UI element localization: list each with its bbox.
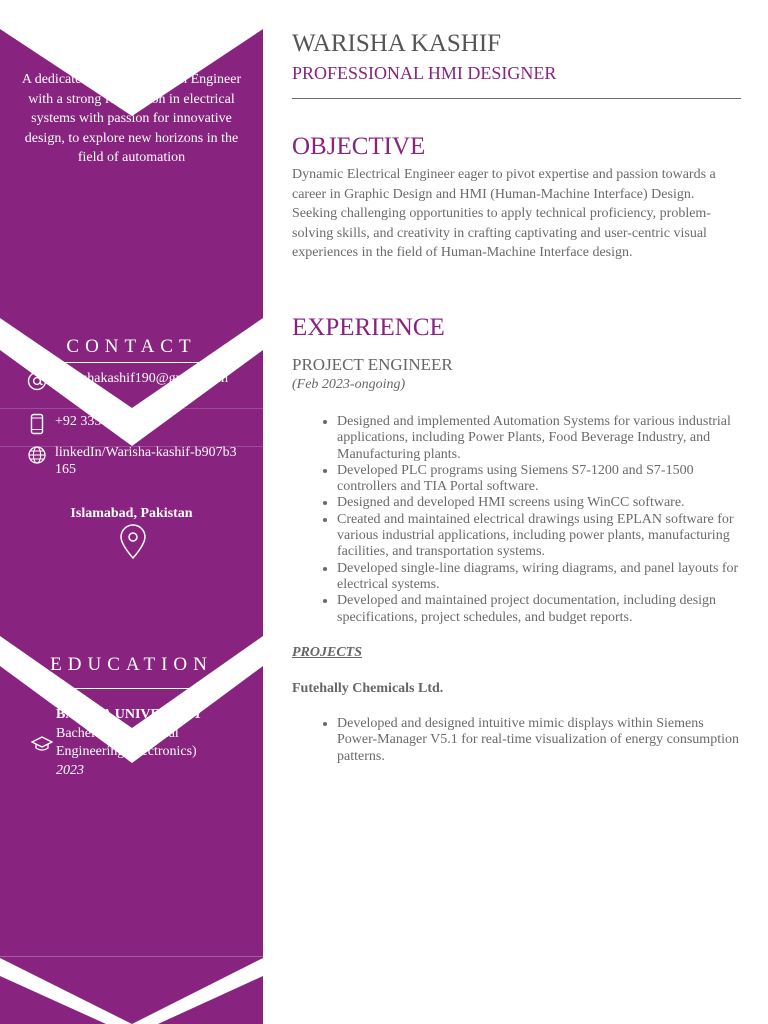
divider (0, 408, 263, 409)
project-bullets (292, 716, 741, 765)
experience-bullets (292, 414, 741, 626)
objective-heading: OBJECTIVE (292, 133, 426, 160)
education-heading: EDUCATION (50, 654, 213, 675)
list-item: • Developed and maintained project documentation, including design specifications, project schedules, and budget reports. (337, 593, 741, 626)
divider (0, 956, 263, 957)
location-pin-icon (118, 524, 148, 560)
list-item: • Developed PLC programs using Siemens S7-1200 and S7-1500 controllers and TIA Portal software. (337, 463, 741, 496)
header-divider (292, 98, 741, 99)
about-text: A dedicated and result-driven Engineer with a strong foundation in electrical systems with passion for innovative design, to explore new horizons in the field of automation (21, 72, 242, 165)
candidate-title: PROFESSIONAL HMI DESIGNER (292, 63, 557, 83)
project-company: Futehally Chemicals Ltd. (292, 681, 444, 696)
at-icon (26, 370, 48, 392)
objective-text: Dynamic Electrical Engineer eager to pivot expertise and passion towards a career in Graphic Design and HMI (Human-Machine Interface) Design. Seeking challenging opportunities to apply technical proficiency, problem-solving skills, and creativity in crafting captivating and user-centric visual experiences in the field of Human-Machine Interface design. (292, 167, 716, 260)
contact-linkedin[interactable] (26, 444, 241, 478)
job-title: PROJECT ENGINEER (292, 355, 453, 374)
list-item: • Designed and implemented Automation Systems for various industrial applications, including Power Plants, Food Beverage Industry, and Manufacturing plants. (337, 414, 741, 463)
degree-name: Bachelor of Electrical Engineering(Electronics) (56, 725, 197, 759)
location-text: Islamabad, Pakistan (70, 506, 193, 521)
education-heading-underline (62, 688, 202, 689)
list-item: • Created and maintained electrical drawings using EPLAN software for various industrial applications, including power plants, manufacturing facilities, and transportation systems. (337, 512, 741, 561)
contact-email[interactable] (26, 370, 241, 392)
education-entry (30, 706, 250, 780)
bottom-chevron-decoration (0, 958, 263, 1024)
sidebar (0, 28, 263, 1024)
job-dates: (Feb 2023-ongoing) (292, 377, 406, 392)
globe-icon (26, 444, 48, 466)
list-item: • Developed single-line diagrams, wiring diagrams, and panel layouts for electrical systems. (337, 561, 741, 594)
email-text: Warishakashif190@gmail.com (55, 371, 229, 386)
list-item: • Designed and developed HMI screens using WinCC software. (337, 495, 741, 511)
phone-text: +92 335 5870593 (55, 414, 154, 429)
projects-heading: PROJECTS (292, 645, 363, 660)
contact-heading: CONTACT (66, 336, 197, 357)
graduation-year: 2023 (56, 762, 84, 778)
candidate-name: WARISHA KASHIF (292, 30, 502, 57)
contact-phone[interactable] (26, 413, 241, 435)
list-item: • Developed and designed intuitive mimic displays within Siemens Power-Manager V5.1 for real-time visualization of energy consumption patterns. (337, 716, 741, 765)
university-name: BAHRIA UNIVERSITY (56, 707, 203, 722)
contact-heading-underline (62, 362, 202, 363)
linkedin-text: linkedIn/Warisha-kashif-b907b3165 (55, 445, 237, 477)
phone-icon (26, 413, 48, 435)
experience-heading: EXPERIENCE (292, 314, 445, 341)
